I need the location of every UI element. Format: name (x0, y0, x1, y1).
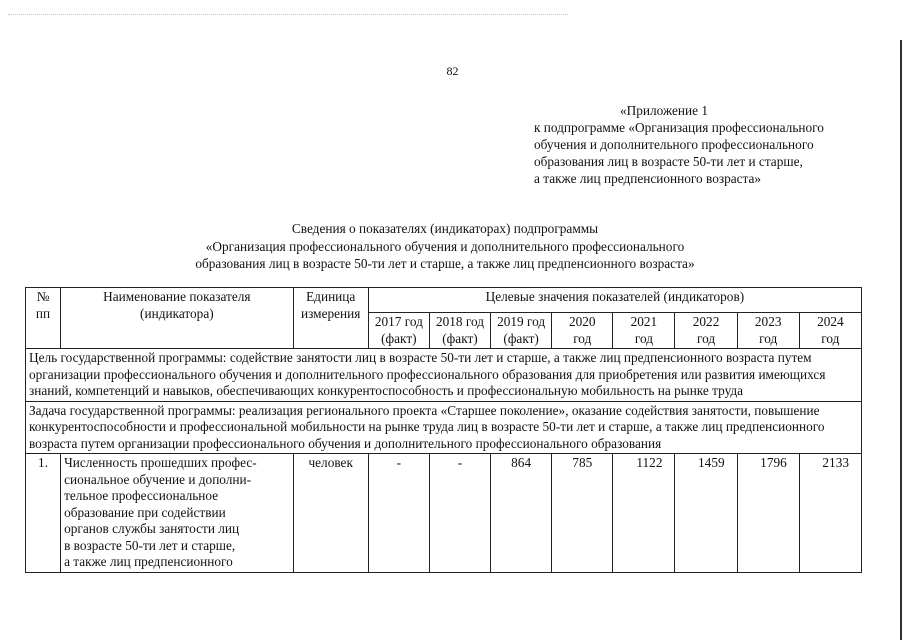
indicator-name-line: Численность прошедших профес- (64, 455, 257, 470)
header-year-2024 (799, 313, 861, 349)
year-line: (факт) (381, 330, 417, 346)
year-line: 2019 год (497, 314, 546, 329)
document-title (0, 220, 890, 273)
indicator-name-line: органов службы занятости лиц (64, 521, 240, 536)
year-line: 2018 год (435, 314, 485, 329)
header-unit-line: измерения (300, 305, 361, 321)
header-name (61, 288, 294, 349)
header-year-2018 (429, 313, 490, 349)
year-line: 2020 (568, 314, 596, 329)
year-line: 2022 (692, 314, 720, 329)
value-2024: 2133 (799, 454, 861, 573)
value-2023: 1796 (737, 454, 799, 573)
header-number-line: № (36, 289, 50, 304)
table-row (26, 454, 862, 573)
row-indicator-name (61, 454, 294, 573)
page-number: 82 (446, 64, 459, 78)
header-year-2017 (368, 313, 429, 349)
task-text: Задача государственной программы: реализация регионального проекта «Старшее поколение», оказание содействия занятости, повышение конкурентоспособности и профессиональной мобильности на рынке труда лиц в возрасте 50-ти лет и старше, а также лиц предпенсионного возраста путем организации профессионального обучения и дополнительного профессионального образования (26, 401, 862, 454)
year-line: год (759, 330, 778, 346)
year-line: год (573, 330, 592, 346)
table-header-row (26, 288, 862, 313)
year-line: (факт) (503, 330, 539, 346)
header-unit-line: Единица (306, 289, 356, 304)
header-year-2022 (675, 313, 737, 349)
header-number (26, 288, 61, 349)
title-line: образования лиц в возрасте 50-ти лет и старше, а также лиц предпенсионного возраста» (195, 256, 695, 271)
appendix-block (534, 102, 874, 187)
indicator-name-line: в возрасте 50-ти лет и старше, (64, 537, 236, 553)
value-2020: 785 (552, 454, 613, 573)
header-year-2020 (552, 313, 613, 349)
appendix-heading: «Приложение 1 (620, 103, 708, 118)
appendix-line: а также лиц предпенсионного возраста» (534, 171, 762, 186)
indicator-name-line: образование при содействии (64, 504, 226, 520)
header-targets: Целевые значения показателей (индикаторов) (368, 288, 861, 313)
year-line: 2021 (630, 314, 658, 329)
header-name-line: (индикатора) (140, 305, 214, 321)
task-row (26, 401, 862, 454)
goal-row (26, 349, 862, 402)
scan-artifact-edge (900, 40, 902, 640)
year-line: 2017 год (374, 314, 423, 329)
indicator-name-line: тельное профессиональное (64, 488, 219, 503)
indicator-name-line: сиональное обучение и дополни- (64, 471, 252, 487)
row-number: 1. (26, 454, 61, 573)
appendix-line: к подпрограмме «Организация профессионального (534, 120, 824, 135)
appendix-line: образования лиц в возрасте 50-ти лет и старше, (534, 154, 803, 169)
scan-artifact-top (8, 14, 568, 25)
row-unit: человек (293, 454, 368, 573)
year-line: год (634, 330, 653, 346)
title-line: «Организация профессионального обучения и дополнительного профессионального (205, 238, 685, 254)
value-2018: - (429, 454, 490, 573)
header-year-2021 (613, 313, 675, 349)
indicator-name-line: а также лиц предпенсионного (64, 554, 233, 569)
title-line: Сведения о показателях (индикаторах) подпрограммы (291, 221, 599, 236)
value-2019: 864 (491, 454, 552, 573)
year-line: (факт) (442, 330, 478, 346)
header-number-line: пп (35, 305, 51, 321)
goal-text: Цель государственной программы: содействие занятости лиц в возрасте 50-ти лет и старше, а также лиц предпенсионного возраста путем организации профессионального обучения и дополнительного профессионального образования для приобретения или развития имеющихся знаний, компетенций и навыков, обеспечивающих конкурентоспособность и профессиональную мобильность на рынке труда (26, 349, 862, 402)
year-line: 2023 (754, 314, 782, 329)
year-line: год (696, 330, 716, 346)
header-year-2023 (737, 313, 799, 349)
value-2021: 1122 (613, 454, 675, 573)
header-name-line: Наименование показателя (103, 289, 251, 304)
year-line: год (821, 330, 840, 346)
header-unit (293, 288, 368, 349)
value-2022: 1459 (675, 454, 737, 573)
value-2017: - (368, 454, 429, 573)
indicators-table (25, 287, 862, 573)
appendix-line: обучения и дополнительного профессионального (534, 137, 814, 152)
header-year-2019 (491, 313, 552, 349)
year-line: 2024 (817, 314, 844, 329)
